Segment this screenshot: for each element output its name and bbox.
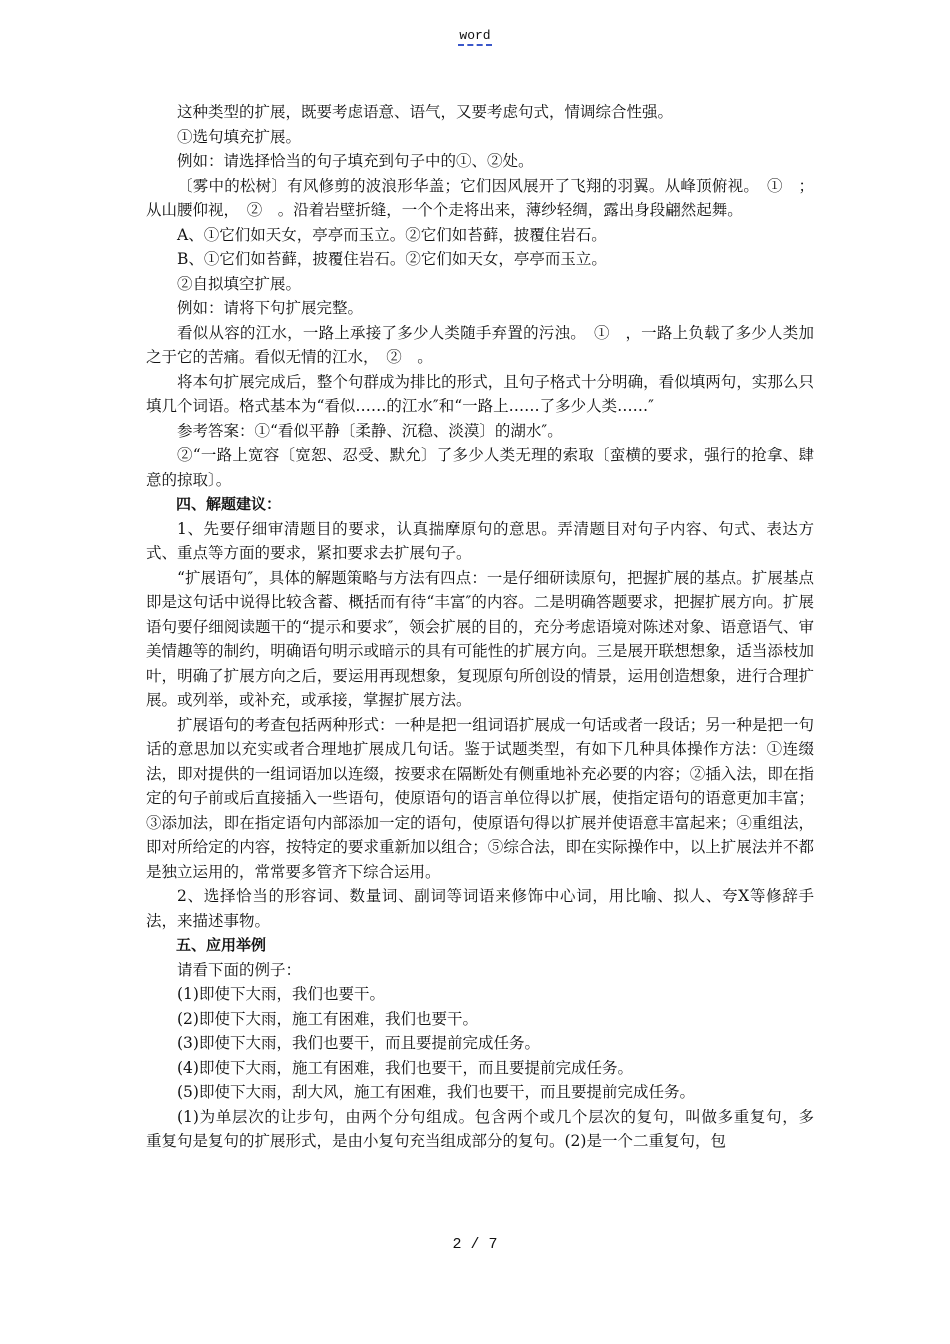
paragraph: 2、选择恰当的形容词、数量词、副词等词语来修饰中心词，用比喻、拟人、夸X等修辞手法，来描述事物。 (146, 887, 814, 930)
paragraph: ①选句填充扩展。 (177, 127, 302, 146)
paragraph: (1)为单层次的让步句，由两个分句组成。包含两个或几个层次的复句，叫做多重复句，多 重复句是复句的扩展形式，是由小复句充当组成部分的复句。(2)是一个二重复句，包 (146, 1107, 830, 1150)
paragraph: 这种类型的扩展，既要考虑语意、语气，又要考虑句式，情调综合性强。 (177, 103, 674, 121)
paragraph: 例如：请将下句扩展完整。 (177, 299, 364, 317)
paragraph: “扩展语句″，具体的解题策略与方法有四点：一是仔细研读原句，把握扩展的基点。扩展基点即是这句话中说得比较含蓄、概括而有待“丰富″的内容。二是明确答题要求，把握扩展方向。扩展语句要仔细阅读题干的“提示和要求″，领会扩展的目的，充分考虑语境对陈述对象、语意语气、审美情趣等的制约，明确语句明示或暗示的具有可能性的扩展方向。三是展开联想想象，适当添枝加叶，明确了扩展方向之后，要运用再现想象，复现原句所创设的情景，运用创造想象，进行合理扩展。或列举，或补充，或承接，掌握扩展方法。 (146, 568, 814, 709)
list-item: (5)即使下大雨，刮大风，施工有困难，我们也要干，而且要提前完成任务。 (177, 1083, 695, 1101)
paragraph: B、①它们如苔藓，披覆住岩石。②它们如天女，亭亭而玉立。 (177, 250, 607, 268)
page-number: 2 / 7 (452, 1236, 498, 1253)
paragraph: 1、先要仔细审清题目的要求，认真揣摩原句的意思。弄清题目对句子内容、句式、表达方式、重点等方面的要求，紧扣要求去扩展句子。 (146, 519, 814, 562)
page-header (0, 28, 950, 43)
list-item: (2)即使下大雨，施工有困难，我们也要干。 (177, 1009, 478, 1028)
paragraph: 例如：请选择恰当的句子填充到句子中的①、②处。 (177, 152, 534, 170)
paragraph: 〔雾中的松树〕有风修剪的波浪形华盖；它们因风展开了飞翔的羽翼。从峰顶俯视。 ① ；从山腰仰视， ② 。沿着岩壁折缝，一个个走将出来，薄纱轻绸，露出身段翩然起舞。 (146, 176, 814, 219)
paragraph: 参考答案：①“看似平静〔柔静、沉稳、淡漠〕的湖水″。 (177, 421, 563, 440)
paragraph: 将本句扩展完成后，整个句群成为排比的形式，且句子格式十分明确，看似填两句，实那么只填几个词语。格式基本为“看似……的江水″和“一路上……了多少人类……″ (146, 372, 814, 415)
paragraph: 请看下面的例子： (177, 960, 302, 979)
list-item: (3)即使下大雨，我们也要干，而且要提前完成任务。 (177, 1034, 540, 1052)
paragraph: 扩展语句的考查包括两种形式：一种是把一组词语扩展成一句话或者一段话；另一种是把一句话的意思加以充实或者合理地扩展成几句话。鉴于试题类型，有如下几种具体操作方法：①连缀法，即对提供的一组词语加以连缀，按要求在隔断处有侧重地补充必要的内容；②插入法，即在指定的句子前或后直接插入一些语句，使原语句的语言单位得以扩展，使指定语句的语意更加丰富；③添加法，即在指定语句内部添加一定的语句，使原语句得以扩展并使语意丰富起来；④重组法，即对所给定的内容，按特定的要求重新加以组合；⑤综合法，即在实际操作中，以上扩展法并不都是独立运用的，常常要多管齐下综合运用。 (146, 715, 814, 881)
paragraph: ②自拟填空扩展。 (177, 274, 302, 293)
list-item: (1)即使下大雨，我们也要干。 (177, 985, 385, 1003)
list-item: (4)即使下大雨，施工有困难，我们也要干，而且要提前完成任务。 (177, 1058, 633, 1077)
paragraph: 看似从容的江水，一路上承接了多少人类随手弃置的污浊。 ① ，一路上负载了多少人类加之于它的苦痛。看似无情的江水， ② 。 (146, 323, 814, 366)
document-body (146, 100, 830, 1154)
section-heading: 五、应用举例 (176, 936, 267, 954)
header-text: word (458, 28, 491, 46)
paragraph: A、①它们如天女，亭亭而玉立。②它们如苔藓，披覆住岩石。 (177, 225, 607, 244)
paragraph: ②“一路上宽容〔宽恕、忍受、默允〕了多少人类无理的索取〔蛮横的要求，强行的抢拿、肆意的掠取〕。 (146, 446, 814, 489)
section-heading: 四、解题建议： (176, 495, 282, 513)
